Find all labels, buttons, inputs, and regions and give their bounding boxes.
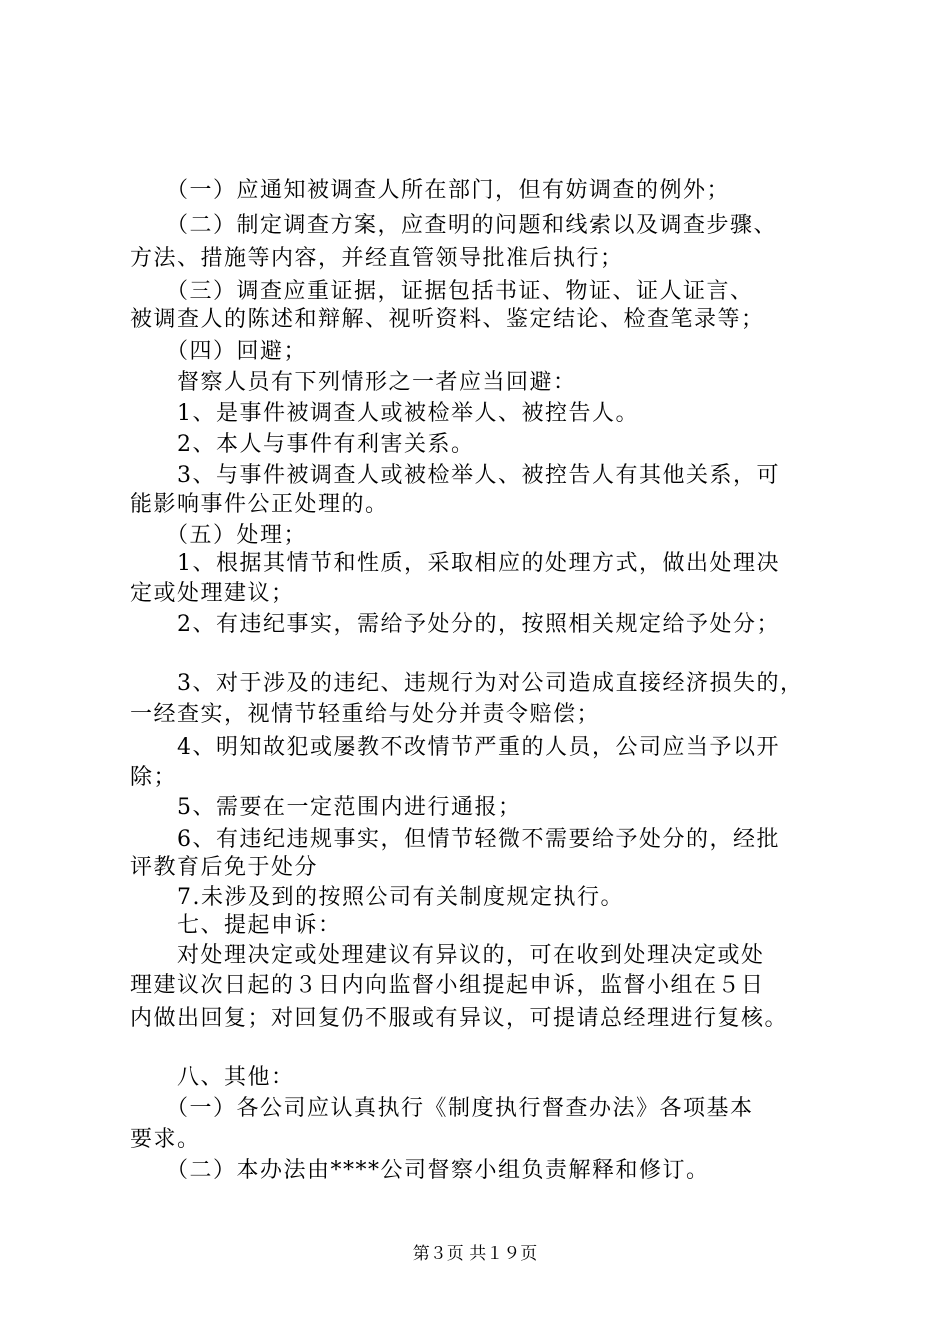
text-line: 七、提起申诉： xyxy=(130,913,342,938)
text-line: 3、与事件被调查人或被检举人、被控告人有其他关系，可 xyxy=(130,463,780,488)
text-line: （二）本办法由****公司督察小组负责解释和修订。 xyxy=(130,1158,710,1183)
text-line: 方法、措施等内容，并经直管领导批准后执行； xyxy=(130,246,624,271)
text-line: 4、明知故犯或屡教不改情节严重的人员，公司应当予以开 xyxy=(130,735,780,760)
text-line: 督察人员有下列情形之一者应当回避： xyxy=(130,370,577,395)
text-line: 2、有违纪事实，需给予处分的，按照相关规定给予处分； xyxy=(130,612,780,637)
text-line: 7.未涉及到的按照公司有关制度规定执行。 xyxy=(130,885,624,910)
text-line: （四）回避； xyxy=(130,339,308,364)
text-line: 评教育后免于处分 xyxy=(130,855,319,880)
text-line: （三）调查应重证据，证据包括书证、物证、证人证言、 xyxy=(130,279,754,304)
text-line: （五）处理； xyxy=(130,523,308,548)
text-line: 6、有违纪违规事实，但情节轻微不需要给予处分的，经批 xyxy=(130,827,780,852)
text-line: 能影响事件公正处理的。 xyxy=(130,492,389,517)
text-line: 内做出回复；对回复仍不服或有异议，可提请总经理进行复核。 xyxy=(130,1006,789,1031)
text-line: 3、对于涉及的违纪、违规行为对公司造成直接经济损失的， xyxy=(130,671,804,696)
text-line: 八、其他： xyxy=(130,1065,295,1090)
text-line: 理建议次日起的３日内向监督小组提起申诉，监督小组在５日 xyxy=(130,973,765,998)
page-number: 第３页 共１９页 xyxy=(412,1244,538,1264)
text-line: 除； xyxy=(130,765,178,790)
text-line: 被调查人的陈述和辩解、视听资料、鉴定结论、检查笔录等； xyxy=(130,307,765,332)
text-line: （一）应通知被调查人所在部门，但有妨调查的例外； xyxy=(130,178,731,203)
text-line: 1、根据其情节和性质，采取相应的处理方式，做出处理决 xyxy=(130,551,780,576)
text-line: （一）各公司应认真执行《制度执行督查办法》各项基本 xyxy=(130,1096,754,1121)
text-line: 定或处理建议； xyxy=(130,581,295,606)
text-line: 1、是事件被调查人或被检举人、被控告人。 xyxy=(130,401,639,426)
text-line: （二）制定调查方案，应查明的问题和线索以及调查步骤、 xyxy=(130,213,778,238)
text-line: 一经查实，视情节轻重给与处分并责令赔偿； xyxy=(130,702,601,727)
text-line: 2、本人与事件有利害关系。 xyxy=(130,432,475,457)
text-line: 要求。 xyxy=(130,1127,201,1152)
text-line: 5、需要在一定范围内进行通报； xyxy=(130,795,522,820)
text-line: 对处理决定或处理建议有异议的，可在收到处理决定或处 xyxy=(130,943,765,968)
